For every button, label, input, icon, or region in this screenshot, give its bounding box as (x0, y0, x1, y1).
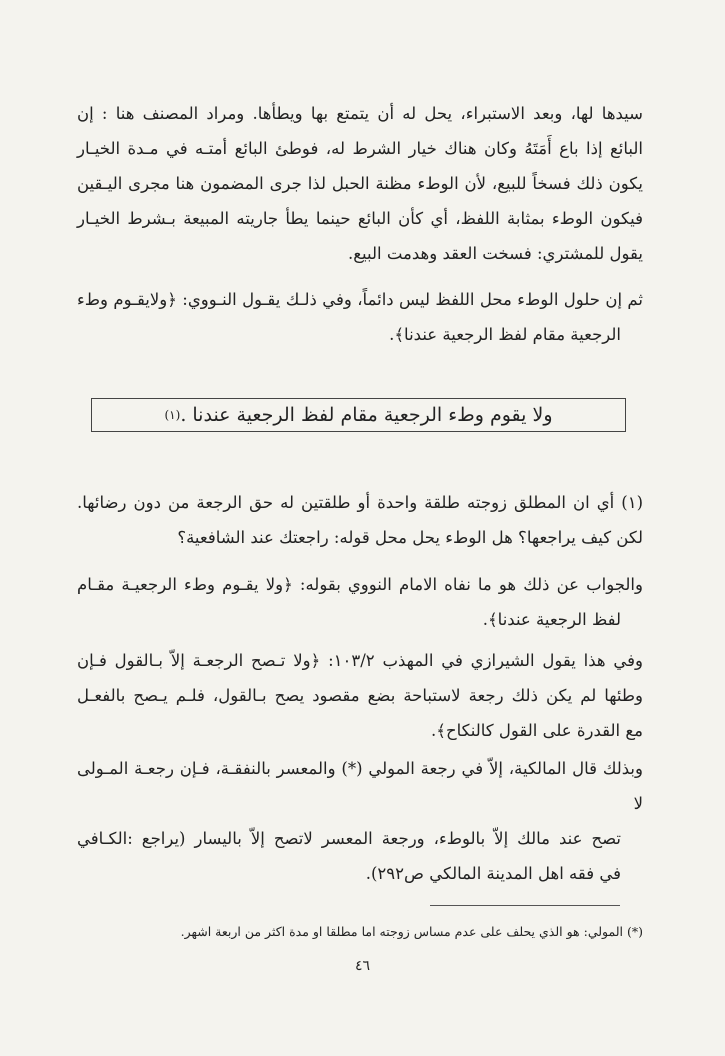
text-line: يكون ذلك فسخاً للبيع، لأن الوطء مظنة الحبل لذا جرى المضمون هنا مجرى اليـقين (77, 174, 643, 193)
commentary-paragraph-5 (77, 643, 643, 748)
footnote-reference: (١) (164, 408, 181, 422)
page-number: ٤٦ (354, 958, 371, 974)
matn-box (91, 398, 626, 432)
commentary-paragraph-4 (77, 567, 643, 637)
commentary-paragraph-2 (77, 282, 643, 352)
text-line: الرجعية مقام لفظ الرجعية عندنا﴾. (389, 325, 621, 344)
text-line: والجواب عن ذلك هو ما نفاه الامام النووي بقوله: ﴿ولا يقـوم وطء الرجعيـة مقـام (77, 575, 643, 594)
commentary-paragraph-6 (77, 751, 643, 891)
text-line: البائع إذا باع أَمَتَهُ وكان هناك خيار الشرط له، فوطئ البائع أمتـه في مـدة الخيـار (77, 139, 643, 158)
matn-text: ولا يقوم وطء الرجعية مقام لفظ الرجعية عندنا . (180, 404, 553, 426)
commentary-paragraph-3 (77, 485, 643, 555)
text-line: في فقه اهل المدينة المالكي ص٢٩٢). (365, 864, 621, 883)
text-line: تصح عند مالك إلاّ بالوطء، ورجعة المعسر لاتصح إلاّ باليسار (يراجع :الكـافي (77, 829, 621, 848)
text-line: وطئها لم يكن ذلك رجعة لاستباحة بضع مقصود يصح بـالقول، فلـم يـصح بالفعـل (77, 686, 643, 705)
text-line: سيدها لها، وبعد الاستبراء، يحل له أن يتمتع بها ويطأها. ومراد المصنف هنا : إن (77, 104, 643, 123)
text-line: لكن كيف يراجعها؟ هل الوطء يحل محل قوله: راجعتك عند الشافعية؟ (177, 528, 643, 547)
text-line: مع القدرة على القول كالنكاح﴾. (431, 721, 643, 740)
text-line: ثم إن حلول الوطء محل اللفظ ليس دائماً، وفي ذلـك يقـول النـووي: ﴿ولايقـوم وطء (77, 290, 643, 309)
text-line: وبذلك قال المالكية، إلاّ في رجعة المولي (*) والمعسر بالنفقـة، فـإن رجعـة المـولى لا (77, 759, 643, 813)
text-line: وفي هذا يقول الشيرازي في المهذب ١٠٣/٢: ﴿ولا تـصح الرجعـة إلاّ بـالقول فـإن (77, 651, 643, 670)
text-line: فيكون الوطء بمثابة اللفظ، أي كأن البائع حينما يطأ جاريته المبيعة بـشرط الخيـار (77, 209, 643, 228)
text-line: لفظ الرجعية عندنا﴾. (482, 610, 621, 629)
footnote: (*) المولي: هو الذي يحلف على عدم مساس زوجته اما مطلقا او مدة اكثر من اربعة اشهر. (180, 924, 643, 939)
text-line: يقول للمشتري: فسخت العقد وهدمت البيع. (348, 244, 643, 263)
commentary-paragraph-1 (77, 96, 643, 271)
text-line: (١) أي ان المطلق زوجته طلقة واحدة أو طلقتين له حق الرجعة من دون رضائها. (77, 493, 643, 512)
footnote-separator (430, 905, 620, 906)
